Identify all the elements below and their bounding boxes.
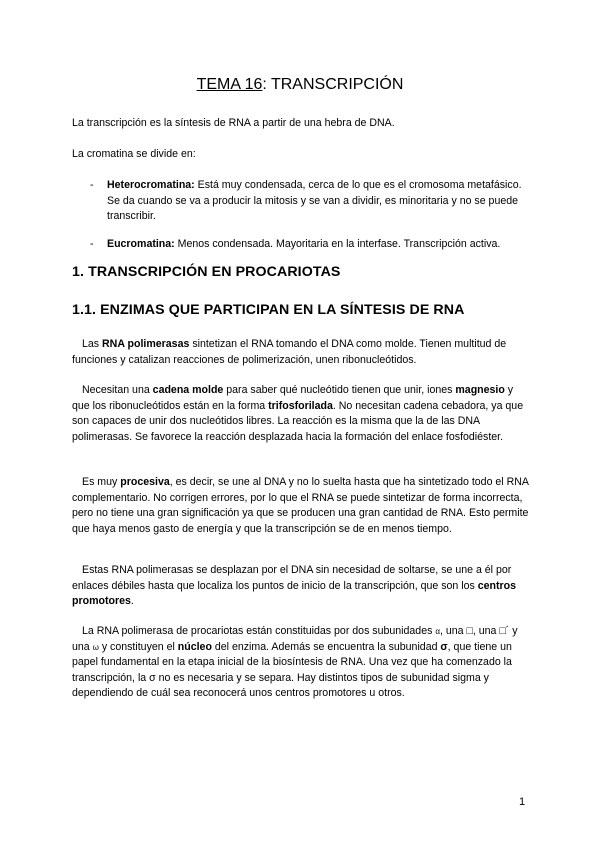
paragraph-rna-polimerasas: Las RNA polimerasas sintetizan el RNA tomando el DNA como molde. Tienen multitud de funciones y catalizan reacciones de polimerización, unen ribonucleótidos. [72, 338, 507, 366]
title-topic: TEMA 16 [196, 76, 263, 93]
chromatin-intro: La cromatina se divide en: [72, 148, 196, 160]
bullet-term: Eucromatina: [107, 238, 175, 250]
paragraph-cadena-molde: Necesitan una cadena molde para saber qué nucleótido tienen que unir, iones magnesio y que los ribonucleótidos están en la forma trifosforilada. No necesitan cadena cebadora, ya que son capaces de unir dos nucleótidos libres. La reacción es la misma que la de las DNA polimerasas. Se favorece la reacción desplazada hacia la formación del enlace fosfodiéster. [72, 384, 524, 443]
bullet-description: Menos condensada. Mayoritaria en la interfase. Transcripción activa. [174, 238, 501, 250]
page-number: 1 [519, 796, 526, 808]
title-subject: : TRANSCRIPCIÓN [262, 76, 404, 93]
bullet-term: Heterocromatina: [107, 179, 195, 191]
paragraph-centros-promotores: Estas RNA polimerasas se desplazan por el DNA sin necesidad de soltarse, se une a él por enlaces débiles hasta que localiza los puntos de inicio de la transcripción, que son los centros promotores. [72, 564, 517, 608]
bullet-euchromatin [107, 237, 527, 253]
bullet-marker: - [90, 238, 94, 250]
page-title [0, 75, 600, 95]
section-heading-1: 1. TRANSCRIPCIÓN EN PROCARIOTAS [72, 264, 341, 280]
paragraph-subunidades: La RNA polimerasa de procariotas están constituidas por dos subunidades α, una □, una □´ y una ω y constituyen el núcleo del enzima. Además se encuentra la subunidad σ, que tiene un papel fundamental en la etapa inicial de la biosíntesis de RNA. Una vez que ha comenzado la transcripción, la σ no es necesaria y se separa. Hay distintos tipos de subunidad sigma y dependiendo de cuál sea reconocerá unos centros promotores u otros. [72, 625, 518, 700]
bullet-description: Está muy condensada, cerca de lo que es el cromosoma metafásico. Se da cuando se va a producir la mitosis y se van a dividir, es minoritaria y no se puede transcribir. [107, 179, 522, 223]
bullet-marker: - [90, 179, 94, 191]
section-heading-1-1: 1.1. ENZIMAS QUE PARTICIPAN EN LA SÍNTESIS DE RNA [72, 302, 465, 318]
paragraph-procesiva: Es muy procesiva, es decir, se une al DNA y no lo suelta hasta que ha sintetizado todo el RNA complementario. No corrigen errores, por lo que el RNA se puede sintetizar de forma incorrecta, pero no tiene una gran significación ya que se producen una gran cantidad de RNA. Esto permite que haya menos gasto de energía y que la transcripción se de en menos tiempo. [72, 476, 529, 535]
intro-paragraph: La transcripción es la síntesis de RNA a partir de una hebra de DNA. [72, 117, 395, 129]
bullet-heterochromatin [107, 178, 527, 225]
